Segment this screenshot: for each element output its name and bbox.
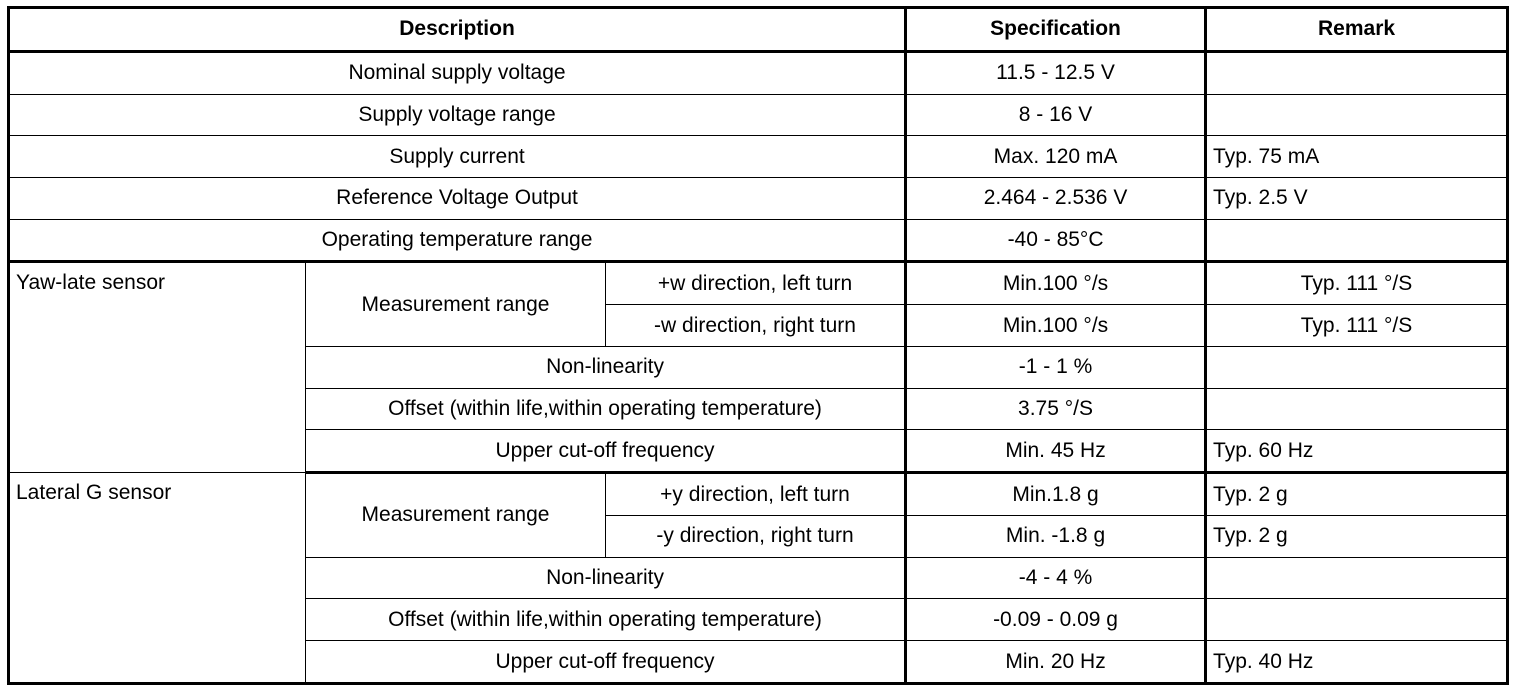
row-spec: Min. 20 Hz	[906, 641, 1206, 684]
header-specification: Specification	[906, 8, 1206, 52]
row-remark	[1206, 51, 1508, 94]
row-remark: Typ. 40 Hz	[1206, 641, 1508, 684]
row-description: Upper cut-off frequency	[306, 430, 906, 473]
row-description: Non-linearity	[306, 346, 906, 388]
row-spec: Min.100 °/s	[906, 262, 1206, 305]
row-remark: Typ. 2 g	[1206, 515, 1508, 557]
row-spec: Min.100 °/s	[906, 305, 1206, 347]
group-label-yaw: Yaw-late sensor	[9, 262, 306, 473]
row-remark: Typ. 75 mA	[1206, 136, 1508, 178]
table-row	[9, 94, 1508, 136]
row-remark	[1206, 388, 1508, 430]
row-spec: Max. 120 mA	[906, 136, 1206, 178]
table-row	[9, 473, 1508, 516]
row-description: Upper cut-off frequency	[306, 641, 906, 684]
row-description: Offset (within life,within operating temperature)	[306, 388, 906, 430]
row-spec: Min.1.8 g	[906, 473, 1206, 516]
row-spec: 8 - 16 V	[906, 94, 1206, 136]
row-spec: 3.75 °/S	[906, 388, 1206, 430]
row-description: Operating temperature range	[9, 219, 906, 262]
table-header-row	[9, 8, 1508, 52]
row-description: Nominal supply voltage	[9, 51, 906, 94]
row-remark: Typ. 2.5 V	[1206, 177, 1508, 219]
row-description: Non-linearity	[306, 557, 906, 599]
table-row	[9, 262, 1508, 305]
row-remark	[1206, 219, 1508, 262]
row-remark: Typ. 2 g	[1206, 473, 1508, 516]
row-remark	[1206, 599, 1508, 641]
measurement-range-label: Measurement range	[306, 262, 606, 346]
row-spec: -0.09 - 0.09 g	[906, 599, 1206, 641]
row-spec: Min. -1.8 g	[906, 515, 1206, 557]
direction-label: -y direction, right turn	[606, 515, 906, 557]
table-row	[9, 177, 1508, 219]
row-description: Reference Voltage Output	[9, 177, 906, 219]
row-spec: 2.464 - 2.536 V	[906, 177, 1206, 219]
row-remark: Typ. 111 °/S	[1206, 262, 1508, 305]
row-spec: -4 - 4 %	[906, 557, 1206, 599]
row-description: Supply voltage range	[9, 94, 906, 136]
row-remark	[1206, 346, 1508, 388]
row-spec: -40 - 85°C	[906, 219, 1206, 262]
row-remark: Typ. 111 °/S	[1206, 305, 1508, 347]
row-description: Offset (within life,within operating temperature)	[306, 599, 906, 641]
table-row	[9, 219, 1508, 262]
row-remark: Typ. 60 Hz	[1206, 430, 1508, 473]
direction-label: +y direction, left turn	[606, 473, 906, 516]
direction-label: -w direction, right turn	[606, 305, 906, 347]
header-description: Description	[9, 8, 906, 52]
specification-table	[7, 6, 1509, 685]
group-label-lateral: Lateral G sensor	[9, 473, 306, 684]
header-remark: Remark	[1206, 8, 1508, 52]
direction-label: +w direction, left turn	[606, 262, 906, 305]
row-spec: 11.5 - 12.5 V	[906, 51, 1206, 94]
row-remark	[1206, 557, 1508, 599]
table-row	[9, 51, 1508, 94]
row-spec: -1 - 1 %	[906, 346, 1206, 388]
row-remark	[1206, 94, 1508, 136]
table-row	[9, 136, 1508, 178]
measurement-range-label: Measurement range	[306, 473, 606, 557]
row-description: Supply current	[9, 136, 906, 178]
row-spec: Min. 45 Hz	[906, 430, 1206, 473]
